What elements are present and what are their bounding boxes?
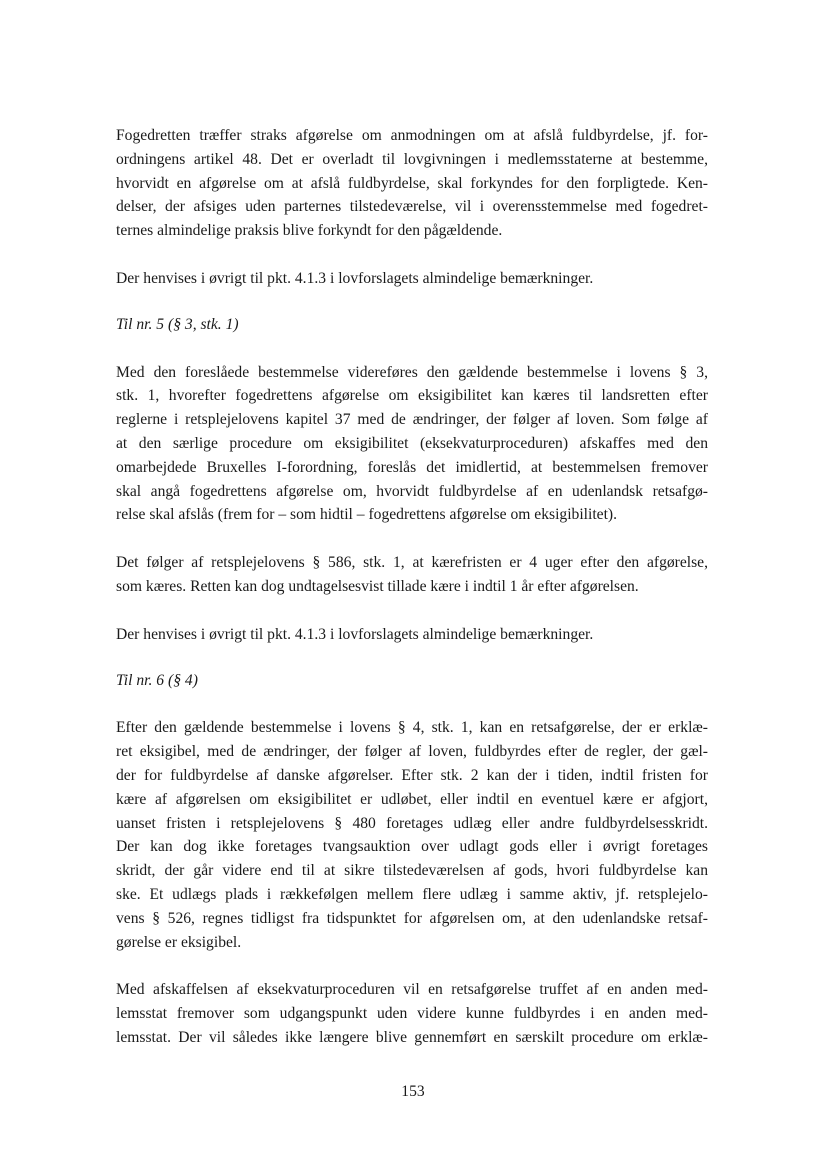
- text-line: ternes almindelige praksis blive forkyndt for den pågældende.: [116, 222, 503, 240]
- text-line: skal angå fogedrettens afgørelse om, hvorvidt fuldbyrdelse af en udenlandsk retsafgø-: [116, 482, 708, 500]
- text-line: Der henvises i øvrigt til pkt. 4.1.3 i lovforslagets almindelige bemærkninger.: [116, 269, 594, 287]
- text-line: som kæres. Retten kan dog undtagelsesvist tillade kære i indtil 1 år efter afgørelsen.: [116, 577, 639, 595]
- text-line: ske. Et udlægs plads i rækkefølgen mellem flere udlæg i samme aktiv, jf. retsplejelo-: [116, 885, 708, 903]
- page-number: 153: [401, 1083, 425, 1100]
- text-line: ret eksigibel, med de ændringer, der følger af loven, fuldbyrdes efter de regler, der gæl-: [116, 743, 708, 761]
- text-line: Fogedretten træffer straks afgørelse om anmodningen om at afslå fuldbyrdelse, jf. for-: [116, 127, 708, 144]
- text-line: kære af afgørelsen om eksigibilitet er udløbet, eller indtil en eventuel kære er afgjort,: [116, 790, 708, 808]
- text-line: Med den foreslåede bestemmelse videreføres den gældende bestemmelse i lovens § 3,: [116, 363, 708, 381]
- document-body: [116, 124, 708, 1050]
- paragraph: [116, 716, 708, 954]
- text-line: hvorvidt en afgørelse om at afslå fuldbyrdelse, skal forkyndes for den forpligtede. Ken-: [116, 174, 708, 192]
- paragraph: [116, 978, 708, 1049]
- section-heading: Til nr. 5 (§ 3, stk. 1): [116, 315, 239, 333]
- text-line: der for fuldbyrdelse af danske afgørelser. Efter stk. 2 kan der i tiden, indtil fristen for: [116, 766, 708, 784]
- text-line: relse skal afslås (frem for – som hidtil – fogedrettens afgørelse om eksigibilitet).: [116, 506, 618, 524]
- section-heading: Til nr. 6 (§ 4): [116, 671, 198, 689]
- text-line: uanset fristen i retsplejelovens § 480 foretages udlæg eller andre fuldbyrdelsesskridt.: [116, 814, 708, 832]
- text-line: at den særlige procedure om eksigibilitet (eksekvaturproceduren) afskaffes med den: [116, 434, 708, 452]
- text-line: vens § 526, regnes tidligst fra tidspunktet for afgørelsen om, at den udenlandske retsaf-: [116, 909, 708, 927]
- text-line: omarbejdede Bruxelles I-forordning, foreslås det imidlertid, at bestemmelsen fremover: [116, 458, 708, 476]
- text-line: Der henvises i øvrigt til pkt. 4.1.3 i lovforslagets almindelige bemærkninger.: [116, 625, 594, 643]
- text-line: skridt, der går videre end til at sikre tilstedeværelsen af gods, hvori fuldbyrdelse kan: [116, 862, 708, 880]
- text-line: lemsstat fremover som udgangspunkt uden videre kunne fuldbyrdes i en anden med-: [116, 1005, 708, 1023]
- paragraph: [116, 267, 708, 291]
- text-line: lemsstat. Der vil således ikke længere blive gennemført en særskilt procedure om erklæ-: [116, 1028, 708, 1046]
- text-line: Der kan dog ikke foretages tvangsauktion over udlagt gods eller i øvrigt foretages: [116, 838, 708, 856]
- text-line: Det følger af retsplejelovens § 586, stk. 1, at kærefristen er 4 uger efter den afgørelse,: [116, 554, 708, 572]
- paragraph: [116, 124, 708, 243]
- text-line: reglerne i retsplejelovens kapitel 37 med de ændringer, der følger af loven. Som følge af: [116, 411, 708, 429]
- text-line: stk. 1, hvorefter fogedrettens afgørelse om eksigibilitet kan kæres til landsretten efter: [116, 387, 708, 405]
- paragraph: [116, 623, 708, 647]
- text-line: Med afskaffelsen af eksekvaturproceduren vil en retsafgørelse truffet af en anden med-: [116, 981, 708, 999]
- text-line: ordningens artikel 48. Det er overladt til lovgivningen i medlemsstaterne at bestemme,: [116, 150, 708, 168]
- paragraph: [116, 361, 708, 528]
- paragraph: [116, 551, 708, 599]
- text-line: Efter den gældende bestemmelse i lovens § 4, stk. 1, kan en retsafgørelse, der er erklæ-: [116, 719, 708, 737]
- text-line: gørelse er eksigibel.: [116, 933, 242, 951]
- text-line: delser, der afsiges uden parternes tilstedeværelse, vil i overensstemmelse med fogedret-: [116, 198, 708, 216]
